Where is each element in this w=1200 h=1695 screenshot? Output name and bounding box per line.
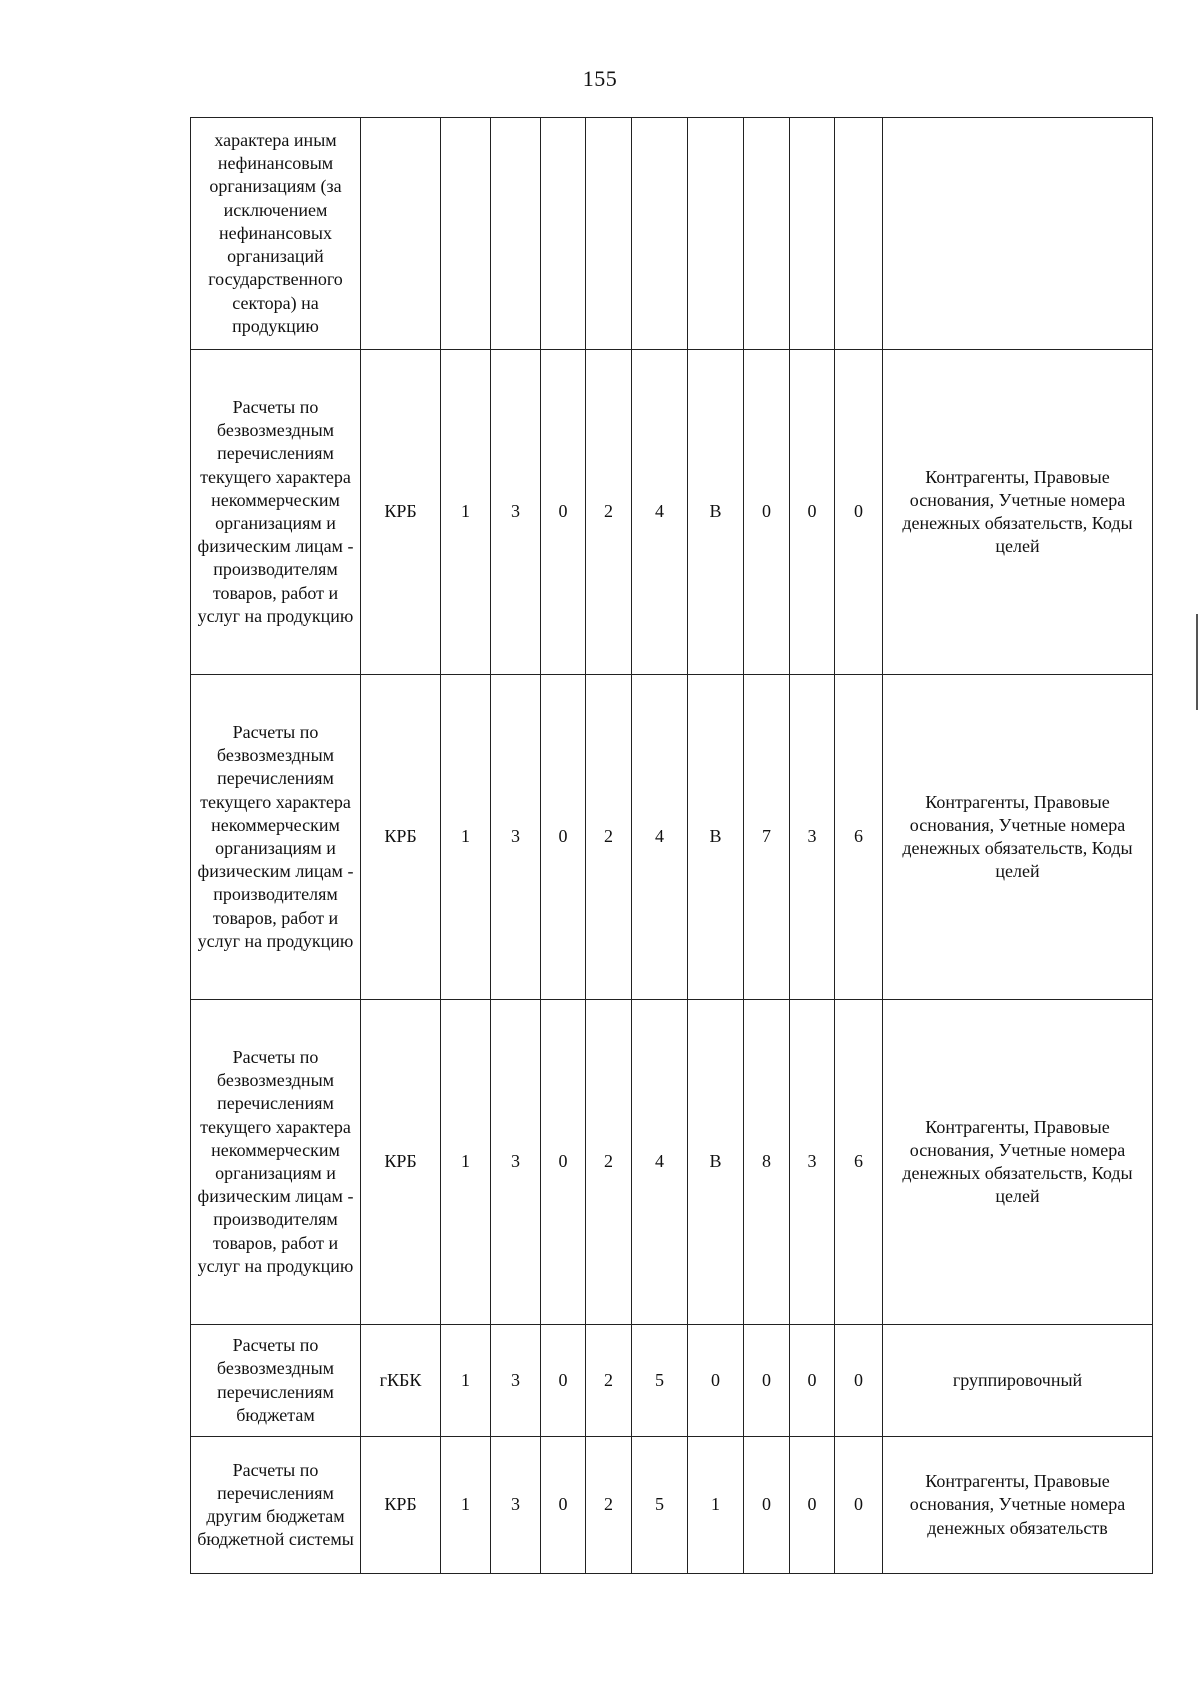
digit-cell-4: 2 — [586, 350, 632, 675]
digit-cell-1: 1 — [441, 1000, 491, 1325]
digit-cell-3 — [541, 118, 586, 350]
digit-cell-8: 3 — [790, 675, 835, 1000]
digit-cell-6 — [688, 118, 744, 350]
digit-cell-5: 4 — [632, 1000, 688, 1325]
page-number: 155 — [582, 66, 618, 91]
row-analytics-cell: Контрагенты, Правовые основания, Учетные номера денежных обязательств, Коды целей — [883, 675, 1153, 1000]
row-analytics-cell: Контрагенты, Правовые основания, Учетные номера денежных обязательств, Коды целей — [883, 1000, 1153, 1325]
digit-cell-9: 0 — [835, 1325, 883, 1437]
row-analytics-cell: Контрагенты, Правовые основания, Учетные номера денежных обязательств — [883, 1437, 1153, 1574]
digit-cell-8: 0 — [790, 350, 835, 675]
digit-cell-3: 0 — [541, 675, 586, 1000]
digit-cell-6: 0 — [688, 1325, 744, 1437]
row-analytics-cell: Контрагенты, Правовые основания, Учетные номера денежных обязательств, Коды целей — [883, 350, 1153, 675]
digit-cell-5: 4 — [632, 350, 688, 675]
digit-cell-4: 2 — [586, 1325, 632, 1437]
digit-cell-6: В — [688, 675, 744, 1000]
digit-cell-9: 6 — [835, 675, 883, 1000]
digit-cell-5 — [632, 118, 688, 350]
digit-cell-5: 5 — [632, 1437, 688, 1574]
digit-cell-6: В — [688, 350, 744, 675]
digit-cell-3: 0 — [541, 1437, 586, 1574]
row-type-cell: КРБ — [361, 350, 441, 675]
row-type-cell: КРБ — [361, 1437, 441, 1574]
row-type-cell — [361, 118, 441, 350]
digit-cell-2: 3 — [491, 1437, 541, 1574]
digit-cell-8: 0 — [790, 1325, 835, 1437]
digit-cell-7: 0 — [744, 1325, 790, 1437]
digit-cell-1: 1 — [441, 1325, 491, 1437]
digit-cell-7: 0 — [744, 1437, 790, 1574]
row-type-cell: КРБ — [361, 675, 441, 1000]
digit-cell-3: 0 — [541, 1325, 586, 1437]
digit-cell-2: 3 — [491, 1000, 541, 1325]
scan-edge-mark — [1196, 614, 1198, 710]
digit-cell-7: 0 — [744, 350, 790, 675]
row-name-cell: Расчеты по безвозмездным перечислениям текущего характера некоммерческим организациям и физическим лицам - производителям товаров, работ и услуг на продукцию — [191, 675, 361, 1000]
digit-cell-2: 3 — [491, 350, 541, 675]
row-name-cell: Расчеты по безвозмездным перечислениям текущего характера некоммерческим организациям и физическим лицам - производителям товаров, работ и услуг на продукцию — [191, 1000, 361, 1325]
digit-cell-4: 2 — [586, 1000, 632, 1325]
digit-cell-5: 5 — [632, 1325, 688, 1437]
row-name-cell: характера иным нефинансовым организациям (за исключением нефинансовых организаций государственного сектора) на продукцию — [191, 118, 361, 350]
digit-cell-1: 1 — [441, 675, 491, 1000]
digit-cell-4: 2 — [586, 1437, 632, 1574]
digit-cell-3: 0 — [541, 350, 586, 675]
accounts-table — [190, 117, 1153, 1574]
digit-cell-6: В — [688, 1000, 744, 1325]
digit-cell-4 — [586, 118, 632, 350]
table-row — [191, 118, 1153, 350]
row-analytics-cell: группировочный — [883, 1325, 1153, 1437]
row-type-cell: КРБ — [361, 1000, 441, 1325]
digit-cell-8: 3 — [790, 1000, 835, 1325]
row-name-cell: Расчеты по безвозмездным перечислениям текущего характера некоммерческим организациям и физическим лицам - производителям товаров, работ и услуг на продукцию — [191, 350, 361, 675]
digit-cell-2 — [491, 118, 541, 350]
digit-cell-2: 3 — [491, 1325, 541, 1437]
table-row — [191, 1325, 1153, 1437]
digit-cell-4: 2 — [586, 675, 632, 1000]
row-analytics-cell — [883, 118, 1153, 350]
digit-cell-9 — [835, 118, 883, 350]
row-name-cell: Расчеты по перечислениям другим бюджетам бюджетной системы — [191, 1437, 361, 1574]
table-row — [191, 675, 1153, 1000]
digit-cell-9: 6 — [835, 1000, 883, 1325]
table-row — [191, 1000, 1153, 1325]
digit-cell-1: 1 — [441, 1437, 491, 1574]
digit-cell-9: 0 — [835, 350, 883, 675]
row-type-cell: гКБК — [361, 1325, 441, 1437]
digit-cell-7: 8 — [744, 1000, 790, 1325]
digit-cell-6: 1 — [688, 1437, 744, 1574]
row-name-cell: Расчеты по безвозмездным перечислениям бюджетам — [191, 1325, 361, 1437]
digit-cell-7: 7 — [744, 675, 790, 1000]
digit-cell-8: 0 — [790, 1437, 835, 1574]
digit-cell-3: 0 — [541, 1000, 586, 1325]
digit-cell-9: 0 — [835, 1437, 883, 1574]
digit-cell-1: 1 — [441, 350, 491, 675]
digit-cell-7 — [744, 118, 790, 350]
table-row — [191, 1437, 1153, 1574]
table-row — [191, 350, 1153, 675]
digit-cell-5: 4 — [632, 675, 688, 1000]
digit-cell-2: 3 — [491, 675, 541, 1000]
digit-cell-1 — [441, 118, 491, 350]
digit-cell-8 — [790, 118, 835, 350]
